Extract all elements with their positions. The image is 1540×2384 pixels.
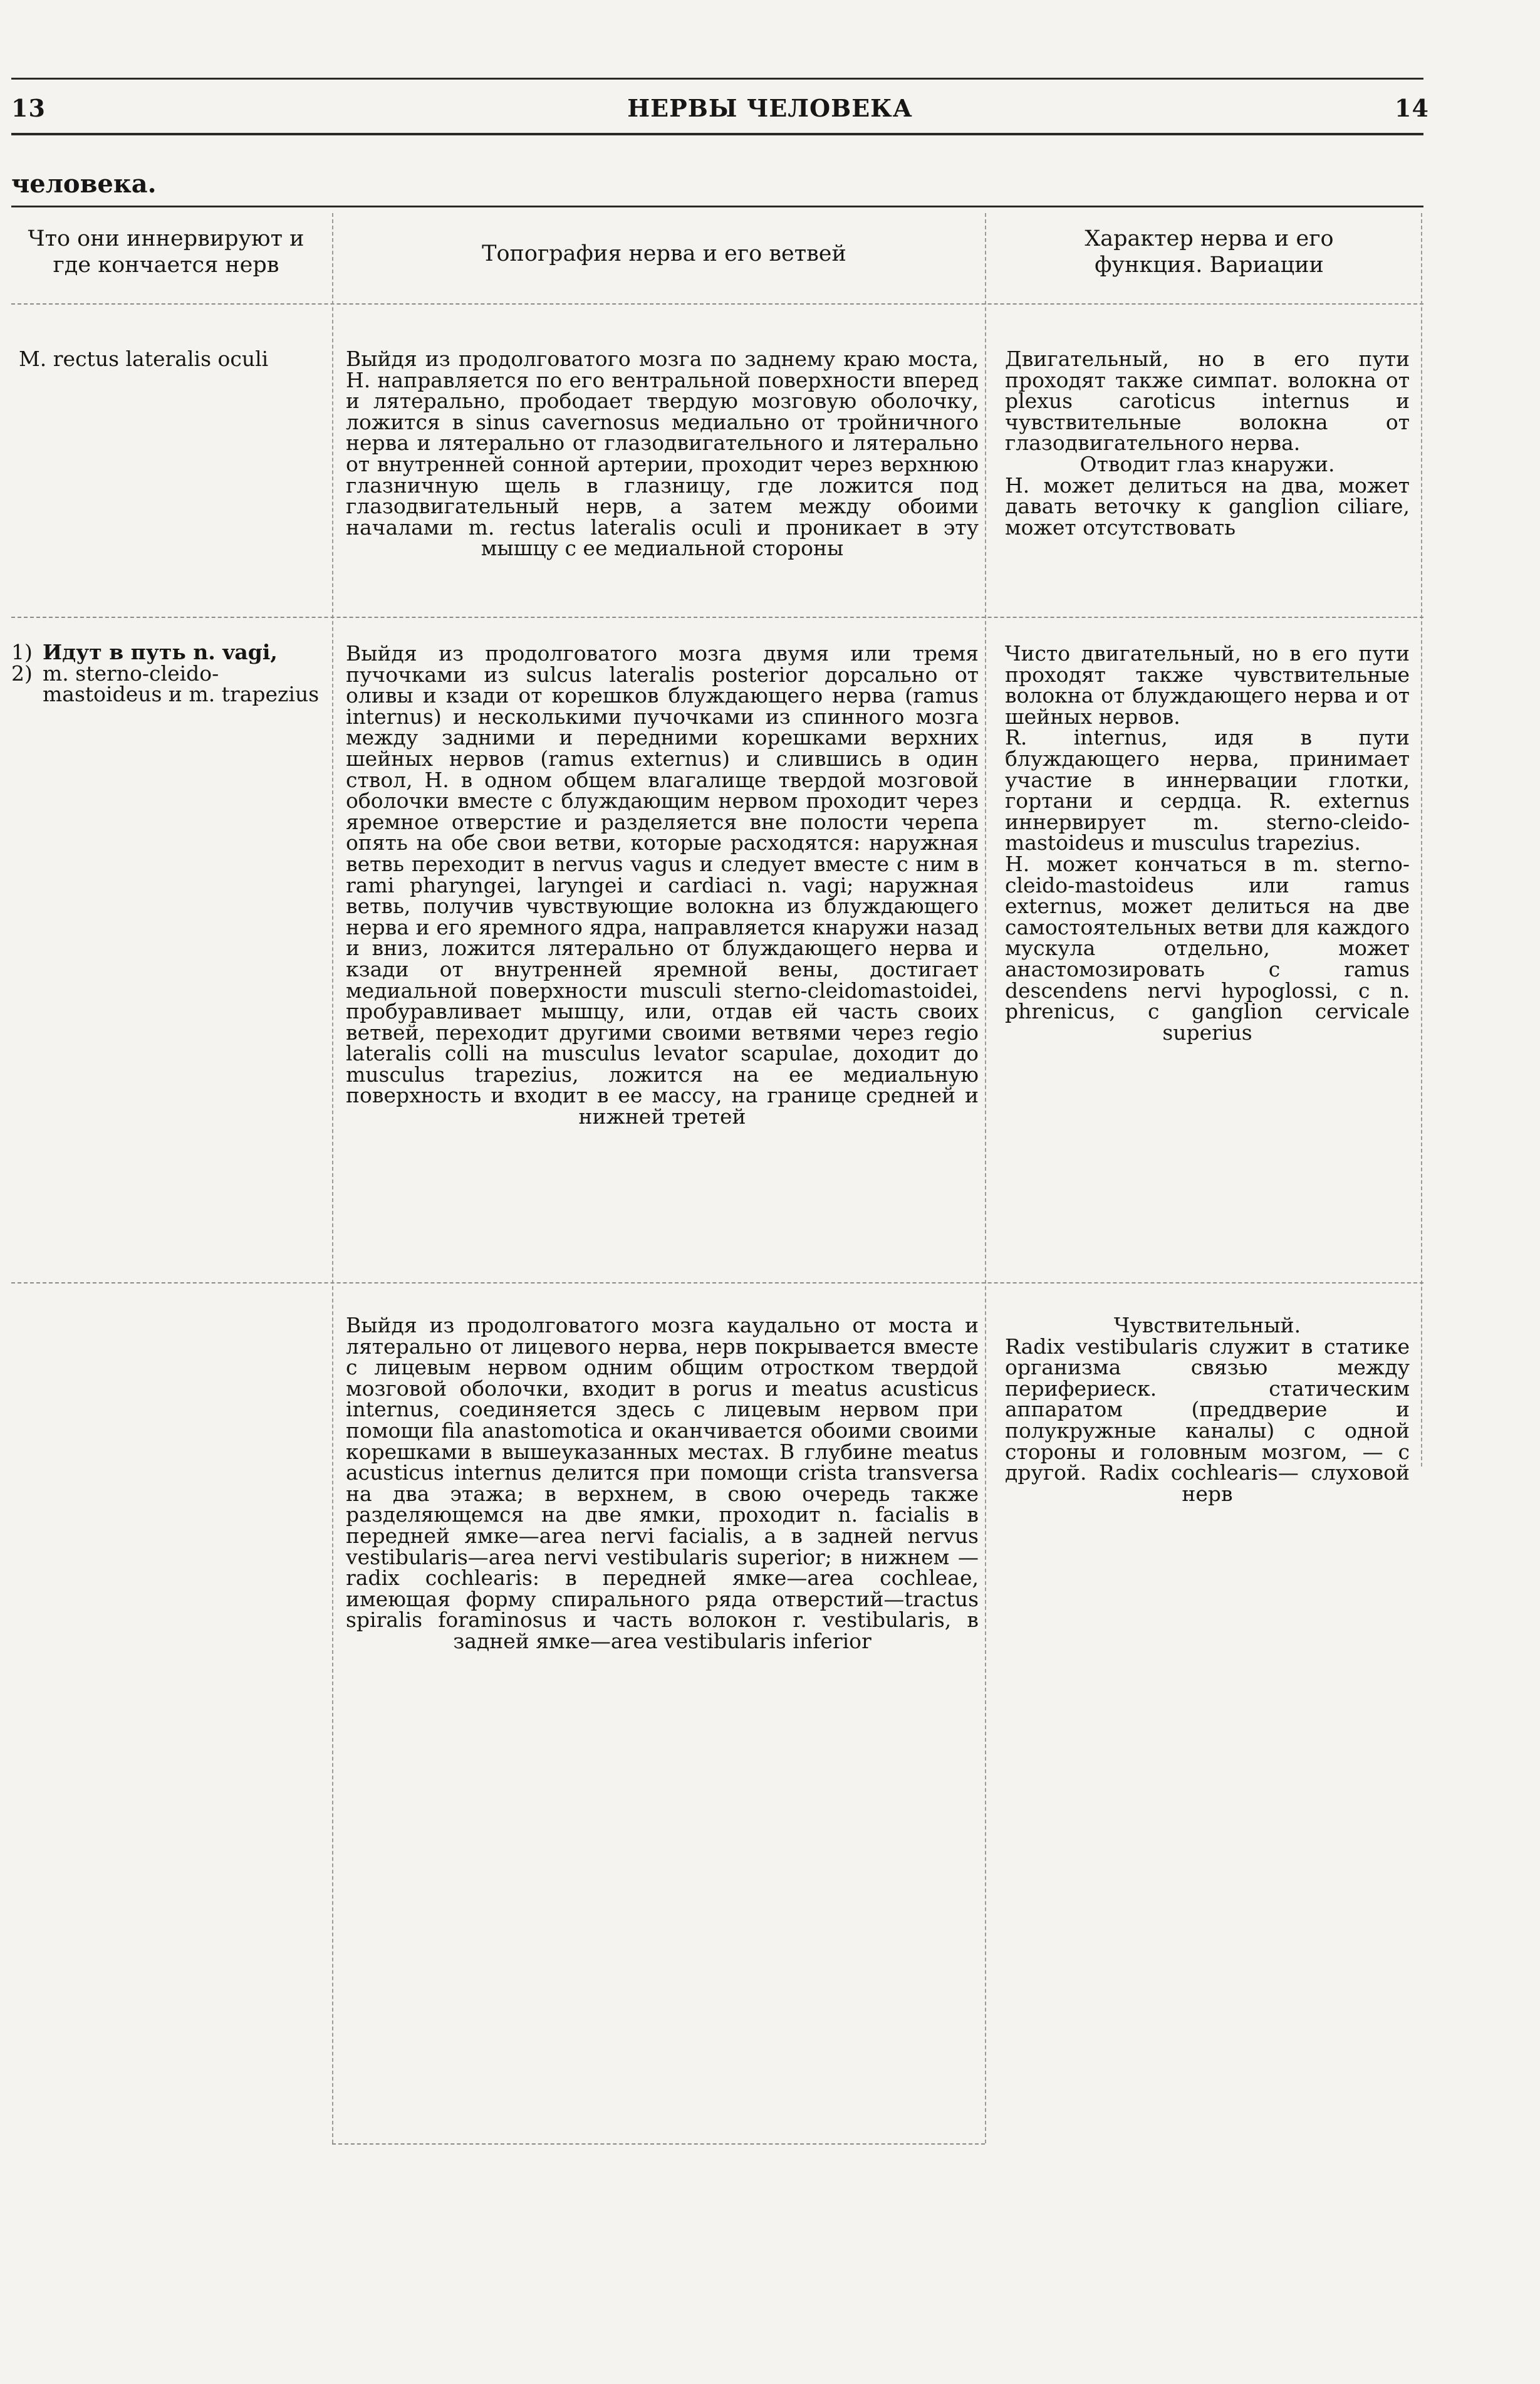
row2-innervation-item-2 xyxy=(11,663,320,705)
table-title: человека. xyxy=(11,169,157,199)
row2-character-p1: Чисто двигательный, но в его пути проходят также чувствительные волокна от блуждающего нерва и от шейных нервов. xyxy=(1005,641,1410,729)
row2-topography: Выйдя из продолговатого мозга двумя или тремя пучочками из sulcus lateralis posterior дорсально от оливы и кзади от корешков блуждающего нерва (ramus internus) и несколькими пучочками из спинного мозга между задними и передними корешками верхних шейных нервов (ramus externus) и слившись в один ствол, Н. в одном общем влагалище твердой мозговой оболочки вместе с блуждающим нервом проходит через яремное отверстие и разделяется вне полости черепа опять на обе свои ветви, которые расходятся: наружная ветвь переходит в nervus vagus и следует вместе с ним в rami pharyngei, laryngei и cardiaci n. vagi; наружная ветвь, получив чувствующие волокна из блуждающего нерва и его яремного ядра, направляется кнаружи назад и вниз, ложится лятерально от блуждающего нерва и кзади от внутренней яремной вены, достигает медиальной поверхности musculi sterno-cleidomastoidei, пробуравливает мышцу, или, отдав ей часть своих ветвей, переходит другими своими ветвями через regio lateralis colli на musculus levator scapulae, доходит до musculus trapezius, ложится на ее медиальную поверхность и входит в ее массу, на границе средней и нижней третей xyxy=(346,641,979,1129)
row2-character-p2: R. internus, идя в пути блуждающего нерва, принимает участие в иннервации глотки, гортани и сердца. R. externus иннервирует m. sterno-cleido-mastoideus и musculus trapezius. xyxy=(1005,725,1410,855)
running-head-title: НЕРВЫ ЧЕЛОВЕКА xyxy=(627,94,913,122)
header-separator xyxy=(11,303,1423,305)
row2-item2-number: 2) xyxy=(11,661,33,686)
row1-topography: Выйдя из продолговатого мозга по заднему краю моста, Н. направляется по его вентральной поверхности вперед и лятерально, прободает твердую мозговую оболочку, ложится в sinus cavernosus медиально от тройничного нерва и лятерально от глазодвигательного и лятерально от внутренней сонной артерии, проходит через верхнюю глазничную щель в глазницу, где ложится под глазодвигательный нерв, а затем между обоими началами m. rectus lateralis oculi и проникает в эту мышцу с ее медиальной стороны xyxy=(346,347,979,561)
row2-character xyxy=(1005,643,1410,1043)
column-header-topography: Топография нерва и его ветвей xyxy=(482,241,846,266)
row1-character-p1: Двигательный, но в его пути проходят также симпат. волокна от plexus caroticus internus и чувствительные волокна от глазодвигательного нерва. xyxy=(1005,347,1410,456)
row1-innervation xyxy=(19,348,320,370)
column-divider-2 xyxy=(985,213,986,2143)
row3-character-p2: Radix vestibularis служит в статике организма связью между перифериеск. статическим аппаратом (преддверие и полукружные каналы) с одной стороны и головным мозгом, — с другой. Radix cochlearis— слуховой нерв xyxy=(1005,1334,1410,1506)
row3-character xyxy=(1005,1315,1410,1504)
row1-character-p2: Отводит глаз кнаружи. xyxy=(1080,451,1335,476)
column-divider-1 xyxy=(332,213,333,2143)
page-number-right: 14 xyxy=(1395,94,1429,122)
top-rule-thin xyxy=(11,78,1423,80)
table-top-rule xyxy=(11,206,1423,207)
running-head-rule xyxy=(11,133,1423,135)
row2-item1-text: Идут в путь n. vagi, xyxy=(43,640,278,664)
row2-innervation-item-1 xyxy=(11,642,320,663)
row2-separator xyxy=(11,1282,1423,1283)
row2-character-p3: Н. может кончаться в m. sterno-cleido-mastoideus или ramus externus, может делиться на две самостоятельных ветви для каждого мускула отдельно, может анастомозировать с ramus descendens nervi hypoglossi, с n. phrenicus, с ganglion cervicale superius xyxy=(1005,851,1410,1045)
row1-separator xyxy=(11,617,1423,618)
row2-innervation xyxy=(11,642,320,705)
row1-innervation-text: M. rectus lateralis oculi xyxy=(19,347,269,371)
page-number-left: 13 xyxy=(11,94,46,122)
row1-character xyxy=(1005,348,1410,538)
bottom-separator xyxy=(332,2143,985,2145)
row2-item1-number: 1) xyxy=(11,640,33,664)
row1-character-p3: Н. может делиться на два, может давать веточку к ganglion ciliare, может отсутствовать xyxy=(1005,473,1410,540)
column-divider-right xyxy=(1421,213,1422,1466)
row2-item2-text: m. sterno-cleido-mastoideus и m. trapezius xyxy=(43,661,320,707)
column-header-character: Характер нерва и его функция. Вариации xyxy=(1085,226,1334,278)
row3-topography: Выйдя из продолговатого мозга каудально от моста и лятерально от лицевого нерва, нерв покрывается вместе с лицевым нервом одним общим отростком твердой мозговой оболочки, входит в porus и meatus acusticus internus, соединяется здесь с лицевым нервом при помощи fila anastomotica и оканчивается обоими своими корешками в вышеуказанных местах. В глубине meatus acusticus internus делится при помощи crista transversa на два этажа; в верхнем, в свою очередь также разделяющемся на две ямки, проходит n. facialis в передней ямке—area nervi facialis, а в задней nervus vestibularis—area nervi vestibularis superior; в нижнем — radix cochlearis: в передней ямке—area cochleae, имеющая форму спирального ряда отверстий—tractus spiralis foraminosus и часть волокон r. vestibularis, в задней ямке—area vestibularis inferior xyxy=(346,1313,979,1653)
column-header-innervation: Что они иннервируют и где кончается нерв xyxy=(28,226,304,278)
row3-character-p1: Чувствительный. xyxy=(1113,1313,1301,1337)
